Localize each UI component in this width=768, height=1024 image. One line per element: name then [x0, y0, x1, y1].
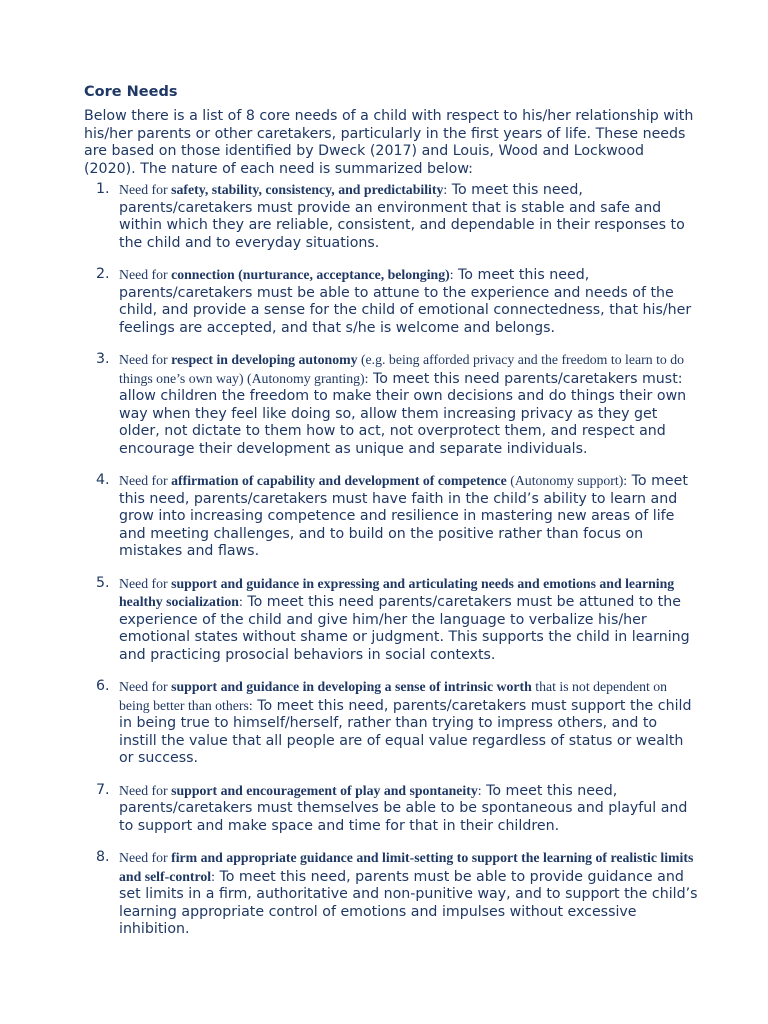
need-item-8: [96, 849, 698, 939]
section-title: Core Needs: [84, 84, 178, 100]
list-number: 4.: [96, 472, 110, 488]
need-qualifier: :: [238, 594, 243, 609]
need-qualifier: :: [477, 782, 482, 798]
list-number: 6.: [96, 678, 110, 694]
need-lead: Need for: [119, 182, 172, 197]
need-description: To meet this need parents/caretakers must: allow children the freedom to make their own decisions and do things their own way when they feel like doing so, allow them increasing privacy as they get older, not dictate to them how to act, not overprotect them, and respect and encourage their development as unique and separate individuals.: [119, 370, 687, 457]
need-description: To meet this need, parents/caretakers must have faith in the child’s ability to learn and grow into increasing competence and resilience in mastering new areas of life and meeting challenges, and to build on the positive rather than focus on mistakes and flaws.: [119, 473, 688, 559]
need-name: support and guidance in developing a sense of intrinsic worth: [171, 679, 532, 694]
need-item-6: [96, 678, 698, 768]
list-number: 8.: [96, 849, 110, 865]
need-name: support and guidance in expressing and articulating needs and emotions and learning healthy socialization: [119, 575, 675, 609]
need-item-4: [96, 472, 698, 561]
list-number: 3.: [96, 351, 110, 367]
need-name: support and encouragement of play and spontaneity: [171, 782, 478, 798]
list-number: 2.: [96, 266, 110, 282]
need-item-5: [96, 574, 698, 665]
need-name: safety, stability, consistency, and predictability: [171, 182, 444, 197]
need-item-2: [96, 266, 698, 337]
need-name: connection (nurturance, acceptance, belonging): [171, 267, 450, 282]
need-lead: Need for: [119, 473, 172, 488]
need-lead: Need for: [119, 850, 172, 865]
intro-paragraph: Below there is a list of 8 core needs of a child with respect to his/her relationship with his/her parents or other caretakers, particularly in the first years of life. These needs are based on those identified by Dweck (2017) and Louis, Wood and Lockwood (2020). The nature of each need is summarized below:: [84, 108, 694, 177]
list-number: 1.: [96, 181, 110, 197]
need-qualifier: :: [443, 182, 448, 197]
core-needs-list: [84, 181, 698, 939]
need-qualifier: (e.g. being afforded privacy and the freedom to learn to do things one’s own way) (Autonomy granting):: [119, 352, 685, 386]
need-lead: Need for: [119, 782, 172, 798]
need-lead: Need for: [119, 575, 172, 591]
need-name: firm and appropriate guidance and limit-setting to support the learning of realistic limits and self-control: [119, 850, 694, 884]
need-qualifier: :: [211, 868, 215, 884]
list-number: 5.: [96, 574, 110, 591]
need-item-3: [96, 351, 698, 458]
need-lead: Need for: [119, 679, 172, 694]
need-description: To meet this need, parents/caretakers must provide an environment that is stable and safe and within which they are reliable, consistent, and dependable in their responses to the child and to everyday situations.: [119, 182, 685, 251]
need-description: To meet this need, parents/caretakers must be able to attune to the experience and needs of the child, and provide a sense for the child of emotional connectedness, that his/her feelings are accepted, and that s/he is welcome and belongs.: [119, 267, 692, 336]
need-name: respect in developing autonomy: [171, 352, 358, 367]
need-description: To meet this need, parents/caretakers must support the child in being true to himself/herself, rather than trying to impress others, and to instill the value that all people are of equal value regardless of status or wealth or success.: [119, 697, 692, 766]
need-item-7: [96, 781, 698, 836]
need-qualifier: :: [449, 267, 454, 282]
need-description: To meet this need parents/caretakers must be attuned to the experience of the child and give him/her the language to verbalize his/her emotional states without shame or judgment. This supports the child in learning and practicing prosocial behaviors in social contexts.: [119, 594, 690, 663]
need-qualifier: (Autonomy support):: [506, 473, 628, 488]
need-item-1: [96, 181, 698, 252]
need-lead: Need for: [119, 352, 172, 367]
need-description: To meet this need, parents must be able to provide guidance and set limits in a firm, authoritative and non-punitive way, and to support the child’s learning appropriate control of emotions and impulses without excessive inhibition.: [119, 868, 698, 937]
list-number: 7.: [96, 781, 110, 798]
need-lead: Need for: [119, 267, 172, 282]
need-qualifier: that is not dependent on being better than others:: [119, 679, 668, 713]
need-description: To meet this need, parents/caretakers must themselves be able to be spontaneous and playful and to support and make space and time for that in their children.: [119, 782, 688, 834]
need-name: affirmation of capability and development of competence: [171, 473, 507, 488]
